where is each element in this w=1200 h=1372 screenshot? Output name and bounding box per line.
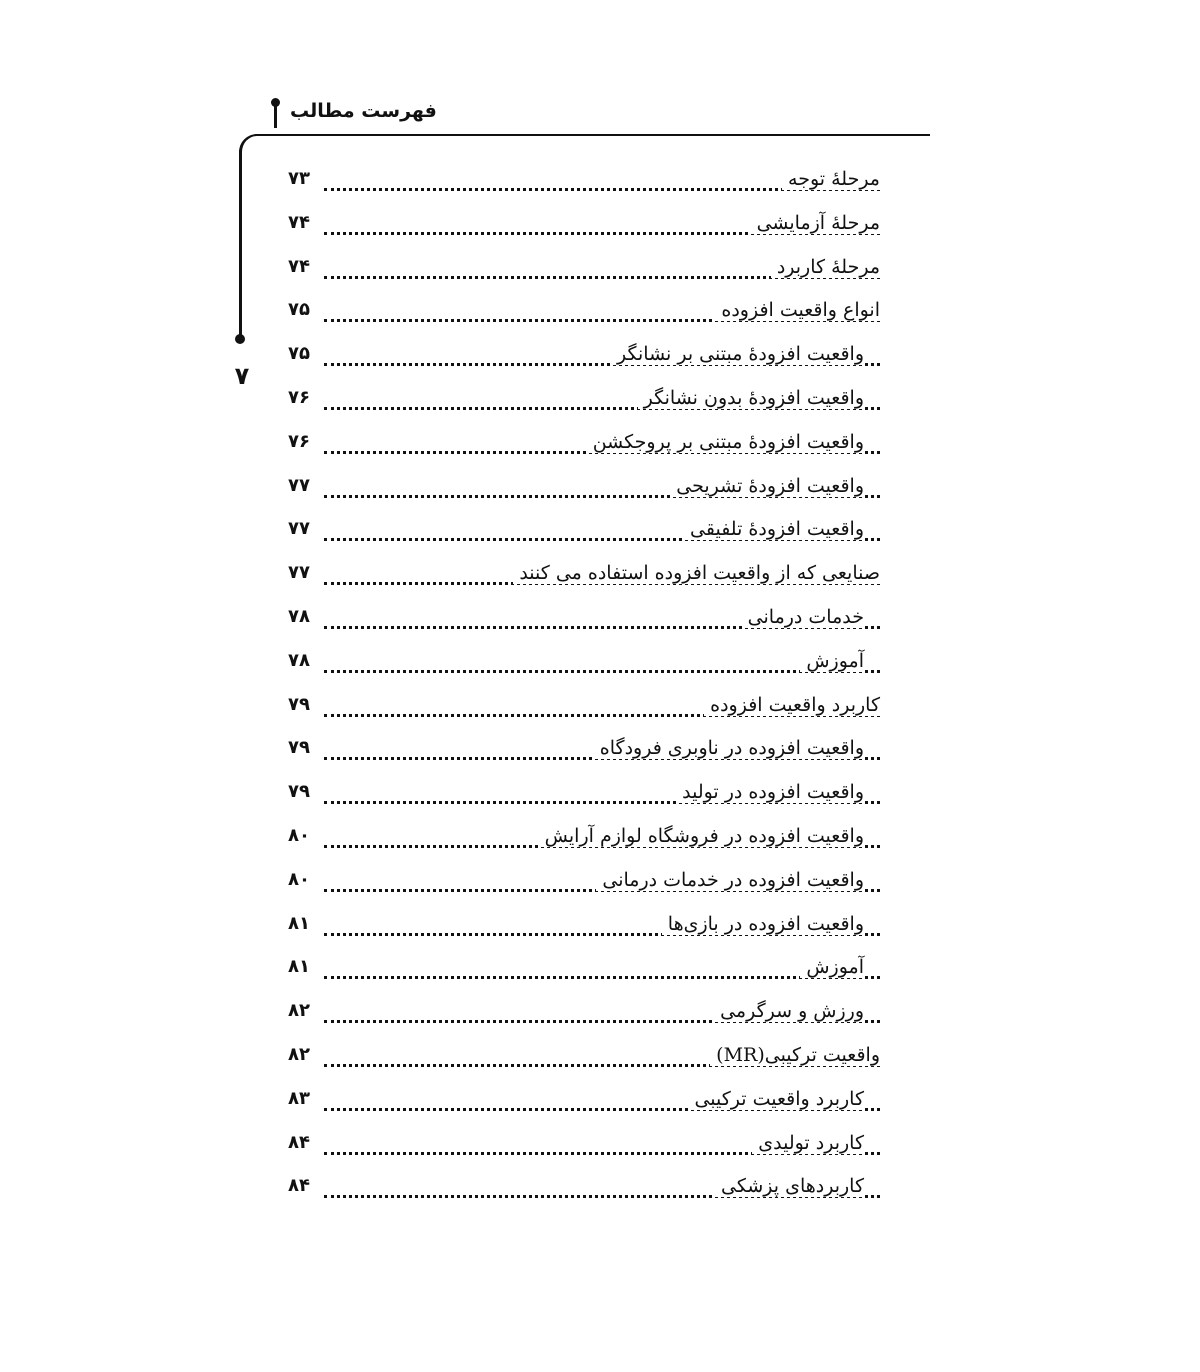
toc-entry-title: واقعیت افزوده در ناوبری فرودگاه	[594, 737, 864, 759]
toc-entry-page: ۷۶	[288, 430, 310, 452]
toc-entry-page: ۷۹	[288, 693, 310, 715]
toc-entry[interactable]	[288, 1167, 880, 1211]
toc-entry[interactable]	[288, 773, 880, 817]
toc-entry[interactable]	[288, 291, 880, 335]
header-pin-stem	[274, 104, 277, 128]
toc-entry-title: واقعیت افزوده در تولید	[676, 781, 864, 803]
toc-entry[interactable]	[288, 1036, 880, 1080]
toc-entry-title: کاربرد واقعیت افزوده	[704, 694, 880, 716]
toc-entry-title: واقعیت افزودهٔ مبتنی بر پروجکشن	[587, 431, 864, 453]
toc-dot-leader	[324, 954, 880, 979]
toc-entry-title: انواع واقعیت افزوده	[715, 299, 880, 321]
toc-entry[interactable]	[288, 948, 880, 992]
toc-entry-page: ۷۷	[288, 474, 310, 496]
header-title: فهرست مطالب	[290, 100, 437, 122]
toc-dot-leader	[324, 648, 880, 673]
toc-entry[interactable]	[288, 686, 880, 730]
toc-entry[interactable]	[288, 817, 880, 861]
toc-entry-title: آموزش	[800, 650, 864, 672]
toc-entry-title: آموزش	[800, 956, 864, 978]
toc-entry-page: ۷۵	[288, 343, 310, 365]
toc-entry-page: ۷۴	[288, 211, 310, 233]
toc-entry[interactable]	[288, 905, 880, 949]
toc-entry-page: ۷۵	[288, 299, 310, 321]
toc-entry-title: واقعیت افزودهٔ تلفیقی	[684, 518, 864, 540]
toc-entry-page: ۷۹	[288, 781, 310, 803]
toc-entry[interactable]	[288, 248, 880, 292]
toc-entry[interactable]	[288, 861, 880, 905]
toc-entry-title: مرحلهٔ کاربرد	[771, 256, 880, 278]
toc-entry-page: ۷۴	[288, 255, 310, 277]
toc-entry-page: ۷۳	[288, 168, 310, 189]
toc-entry-page: ۸۰	[288, 824, 310, 846]
toc-entry[interactable]	[288, 510, 880, 554]
toc-entry-page: ۸۴	[288, 1175, 310, 1197]
toc-entry[interactable]	[288, 992, 880, 1036]
toc-entry[interactable]	[288, 204, 880, 248]
toc-entry[interactable]	[288, 729, 880, 773]
toc-entry-page: ۸۲	[288, 1043, 310, 1065]
toc-entry-title: کاربردهای پزشکی	[715, 1175, 864, 1197]
toc-entry-page: ۷۶	[288, 386, 310, 408]
toc-entry[interactable]	[288, 1080, 880, 1124]
toc-entry-title: صنایعی که از واقعیت افزوده استفاده می کنند	[513, 562, 880, 584]
header-rule	[255, 134, 930, 136]
toc-entry-page: ۷۸	[288, 649, 310, 671]
toc-entry-title: واقعیت افزوده در خدمات درمانی	[596, 869, 864, 891]
toc-entry-title: مرحلهٔ آزمایشی	[751, 212, 880, 234]
toc-entry-title: واقعیت افزودهٔ مبتنی بر نشانگر	[611, 343, 864, 365]
toc-entry[interactable]	[288, 423, 880, 467]
toc-entry-title: واقعیت افزوده در فروشگاه لوازم آرایش	[539, 825, 864, 847]
toc-entry-title: مرحلهٔ توجه	[782, 168, 880, 190]
toc-entry[interactable]	[288, 379, 880, 423]
toc-entry-title: کاربرد واقعیت ترکیبی	[688, 1088, 864, 1110]
toc-entry-page: ۷۸	[288, 605, 310, 627]
toc-entry-title: واقعیت افزودهٔ تشریحی	[670, 475, 864, 497]
toc-entry[interactable]	[288, 160, 880, 204]
toc-entry-title: خدمات درمانی	[742, 606, 864, 628]
side-rule	[239, 150, 242, 338]
toc-entry-page: ۷۷	[288, 518, 310, 540]
toc-entry-page: ۸۲	[288, 1000, 310, 1022]
toc-entry[interactable]	[288, 1124, 880, 1168]
toc-entry-title: کاربرد تولیدی	[752, 1132, 864, 1154]
toc-entry-page: ۷۷	[288, 562, 310, 584]
toc-entry-page: ۷۹	[288, 737, 310, 759]
toc-entry[interactable]	[288, 335, 880, 379]
toc-entry-page: ۸۰	[288, 868, 310, 890]
toc-entry[interactable]	[288, 554, 880, 598]
toc-entry-page: ۸۴	[288, 1131, 310, 1153]
toc-entry-title: واقعیت افزوده در بازی‌ها	[662, 913, 864, 935]
side-rule-dot	[235, 334, 245, 344]
toc-entry-page: ۸۱	[288, 956, 310, 978]
toc-entry-title: واقعیت ترکیبی(MR)	[710, 1044, 880, 1066]
toc-entry-title: ورزش و سرگرمی	[714, 1000, 864, 1022]
toc-entry-page: ۸۳	[288, 1087, 310, 1109]
toc-entry[interactable]	[288, 598, 880, 642]
toc-entry[interactable]	[288, 642, 880, 686]
toc-entry-page: ۸۱	[288, 912, 310, 934]
table-of-contents	[288, 160, 880, 1211]
toc-entry[interactable]	[288, 467, 880, 511]
side-rule-curve	[239, 134, 259, 154]
toc-entry-title: واقعیت افزودهٔ بدون نشانگر	[638, 387, 864, 409]
page-number: ۷	[234, 362, 250, 390]
